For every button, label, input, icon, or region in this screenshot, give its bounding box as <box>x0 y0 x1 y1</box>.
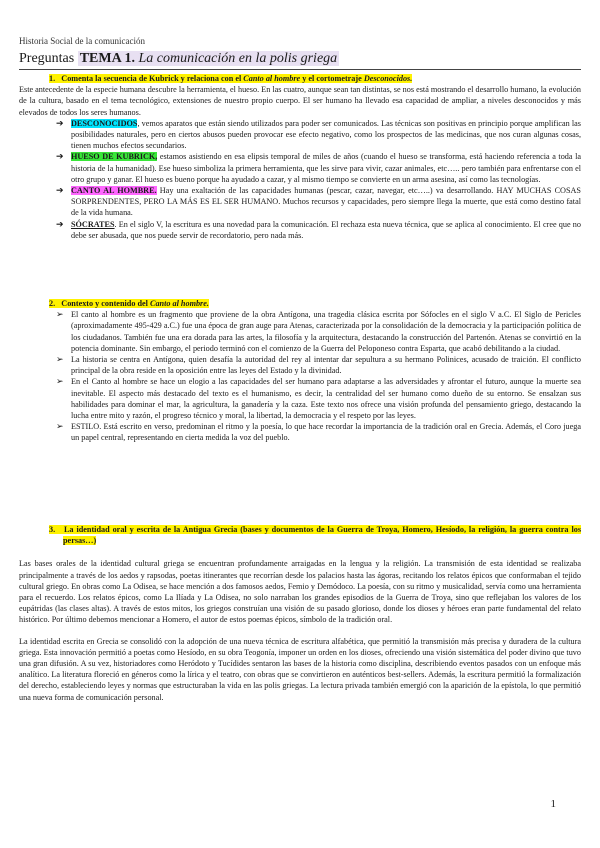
section-2 <box>19 298 581 444</box>
arrow-bullet-icon: ➔ <box>56 185 64 196</box>
title-italic: La comunicación en la polis griega <box>138 51 338 66</box>
item-text: estamos asistiendo en esa elipsis temporal de miles de años (cuando el hueso se transforma, está haciendo referencia a toda la historia de la humanidad). Ese hueso simboliza la primera herramienta, que les sirve para vivir, cazar animales, etc….. pero también para enfrentarse con el otro grupo y ganar. El hueso es bueno porque ha ayudado a cazar, y al mismo tiempo se convierte en un arma asesina, así como las tecnologías. <box>71 152 581 184</box>
section-3-paragraph-1: Las bases orales de la identidad cultural griega se encuentran profundamente arraigadas en la lengua y la religión. La transmisión de esta identidad se realizaba principalmente a través de los aedos y rapsodas, poetas itinerantes que recorrían desde los palacios hasta las ágoras, recitando los relatos épicos que conformaban el tejido cultural griego. En obras como La Odisea, se hace mención a dos famosos aedos, Femio y Demódoco. La poesía, con su ritmo y musicalidad, servía como una herramienta para el recuerdo. Los relatos épicos, como La Ilíada y La Odisea, no solo narraban los grandes episodios de la Guerra de Troya, sino que reflejaban los valores de los eupátridas (las clases altas). A través de estos mitos, los griegos construían una visión de su pasado glorioso, donde los dioses y héroes eran parte fundamental del relato histórico. Por último debemos mencionar a Homero, el autor de estos poemas épicos, símbolo de la tradición oral. <box>19 559 581 625</box>
title-rule <box>19 69 581 70</box>
item-text: . En el siglo V, la escritura es una novedad para la comunicación. El rechaza esta nueva técnica, que se aplica al conocimiento. El cree que no debe ser abusada, que nos puede servir de recordatorio, pero nada más. <box>71 219 581 240</box>
triangle-bullet-icon: ➢ <box>56 376 64 387</box>
list-item <box>19 118 581 152</box>
list-item <box>19 185 581 219</box>
section-1-heading-italic-1: Canto al hombre <box>243 74 301 83</box>
triangle-bullet-icon: ➢ <box>56 354 64 365</box>
section-1-num: 1. <box>49 74 56 83</box>
item-label: CANTO AL HOMBRE. <box>71 186 157 196</box>
section-1-heading-a: Comenta la secuencia de Kubrick y relaciona con el <box>61 74 244 83</box>
item-text: , vemos aparatos que están siendo utilizados para poder ser comunicados. Las técnicas son positivas en principio porque amplifican las posibilidades naturales, pero en ciertos abusos pueden provocar ese efecto negativo, como los prospectos de las medicinas, que nos curan algunas cosas, tienen muchos efectos secundarios. <box>71 118 581 151</box>
item-text: En el Canto al hombre se hace un elogio a las capacidades del ser humano para adaptarse a las adversidades y afrontar el futuro, aunque la muerte sea inevitable. El aspecto más destacado del texto es el humanismo, es decir, la centralidad del ser humano como dueño de su entorno. Se ensalzan sus habilidades para dominar el mar, la agricultura, la ganadería y la caza. Este texto nos ofrece una visión profunda del pensamiento griego, destacando la lucha entre mito y razón, el progreso técnico y moral, la libertad, la democracia y el respeto por las leyes. <box>71 377 581 421</box>
section-3-paragraph-2: La identidad escrita en Grecia se consolidó con la adopción de una nueva técnica de escritura alfabética, que permitió la transmisión más precisa y duradera de la cultura griega. Esta innovación permitió a poetas como Hesíodo, en su obra Teogonía, imponer un orden en los dioses, ofreciendo una visión sistemática del poder divino que tuvo una gran difusión. A su vez, historiadores como Heródoto y Tucídides sentaron las bases de la historia como disciplina, describiendo eventos pasados con un enfoque más analítico. La literatura floreció en géneros como la lírica y el teatro, con obras que se convirtieron en auténticos best-sellers. Además, la escritura permitió la formalización del derecho, estableciendo leyes y normas que estructuraban la vida en las polis griegas. La lectura privada también emergió con la aparición de la epístola, lo que permitió una nueva forma de comunicación personal. <box>19 636 581 702</box>
item-text: La historia se centra en Antígona, quien desafía la autoridad del rey al intentar dar sepultura a su hermano Polinices, acusado de traición. El conflicto principal de la obra reside en la oposición entre las leyes del Estado y la divinidad. <box>71 355 581 376</box>
title-prefix: Preguntas <box>19 51 78 66</box>
section-2-list <box>19 309 581 443</box>
page-title <box>19 50 339 68</box>
list-item <box>19 151 581 185</box>
list-item <box>19 421 581 443</box>
section-3-heading-text: La identidad oral y escrita de la Antigua Grecia (bases y documentos de la Guerra de Troya, Homero, Hesíodo, la religión, la guerra contra los persas…) <box>63 525 582 546</box>
item-text: El canto al hombre es un fragmento que proviene de la obra Antígona, una tragedia clásica escrita por Sófocles en el siglo V a.C. El Siglo de Pericles (aproximadamente 495-429 a.C.) fue una época de gran auge para Atenas, caracterizada por la consolidación de la democracia y la participación política de los ciudadanos. También fue una era dorada para las artes, la filosofía y la arquitectura, destacando la construcción del Partenón. Atenas se convirtió en la potencia dominante. Sin embargo, el periodo terminó con el comienzo de la Guerra del Peloponeso contra Esparta, que acabó debilitando a la ciudad. <box>71 310 581 353</box>
section-2-heading-italic: Canto al hombre. <box>149 299 209 308</box>
arrow-bullet-icon: ➔ <box>56 117 64 128</box>
section-1-list <box>19 118 581 241</box>
item-text: Hay una exaltación de las capacidades humanas (pescar, cazar, navegar, etc…..) va desarrollando. HAY MUCHAS COSAS SORPRENDENTES, PERO LA MÁS ES EL SER HUMANO. Muchos recursos y capacidades, pero siempre llega la muerte, que está como destino fatal de la vida humana. <box>71 186 581 218</box>
triangle-bullet-icon: ➢ <box>56 421 64 432</box>
section-1-heading-italic-2: Desconocidos. <box>363 74 413 83</box>
running-header: Historia Social de la comunicación <box>19 36 145 46</box>
section-3-num: 3. <box>49 525 56 534</box>
title-highlight <box>78 51 339 66</box>
item-label: HUESO DE KUBRICK, <box>71 152 158 162</box>
arrow-bullet-icon: ➔ <box>56 218 64 229</box>
arrow-bullet-icon: ➔ <box>56 151 64 162</box>
item-text: ESTILO. Está escrito en verso, predominan el ritmo y la poesía, lo que hace recordar la importancia de la tradición oral en Grecia. Además, el Coro juega un papel central, representando en cierta medida la voz del pueblo. <box>71 422 581 443</box>
list-item <box>19 354 581 376</box>
item-label: DESCONOCIDOS <box>71 118 138 128</box>
section-3-heading <box>19 524 581 546</box>
section-2-heading-a: Contexto y contenido del <box>61 299 150 308</box>
triangle-bullet-icon: ➢ <box>56 309 64 320</box>
list-item <box>19 309 581 354</box>
list-item <box>19 376 581 421</box>
section-2-num: 2. <box>49 299 56 308</box>
page-number: 1 <box>550 798 556 810</box>
section-3 <box>19 524 581 703</box>
section-1-heading <box>19 73 581 84</box>
item-label: SÓCRATES <box>71 219 115 229</box>
list-item <box>19 219 581 241</box>
title-bold: TEMA 1. <box>79 51 135 66</box>
section-1-intro: Este antecedente de la especie humana descubre la herramienta, el hueso. En las cuatro, aunque sean tan distintas, se nos está mostrando el desarrollo humano, la evolución de la cultura, basado en el tema tecnológico, extensiones de nuestro propio cuerpo. El ser humano ha llevado esa capacidad de ampliar, a niveles desconocidos y más elevados de todos los seres humanos. <box>19 85 581 117</box>
section-2-heading <box>19 298 581 309</box>
section-1 <box>19 73 581 241</box>
section-1-heading-b: y el cortometraje <box>300 74 364 83</box>
